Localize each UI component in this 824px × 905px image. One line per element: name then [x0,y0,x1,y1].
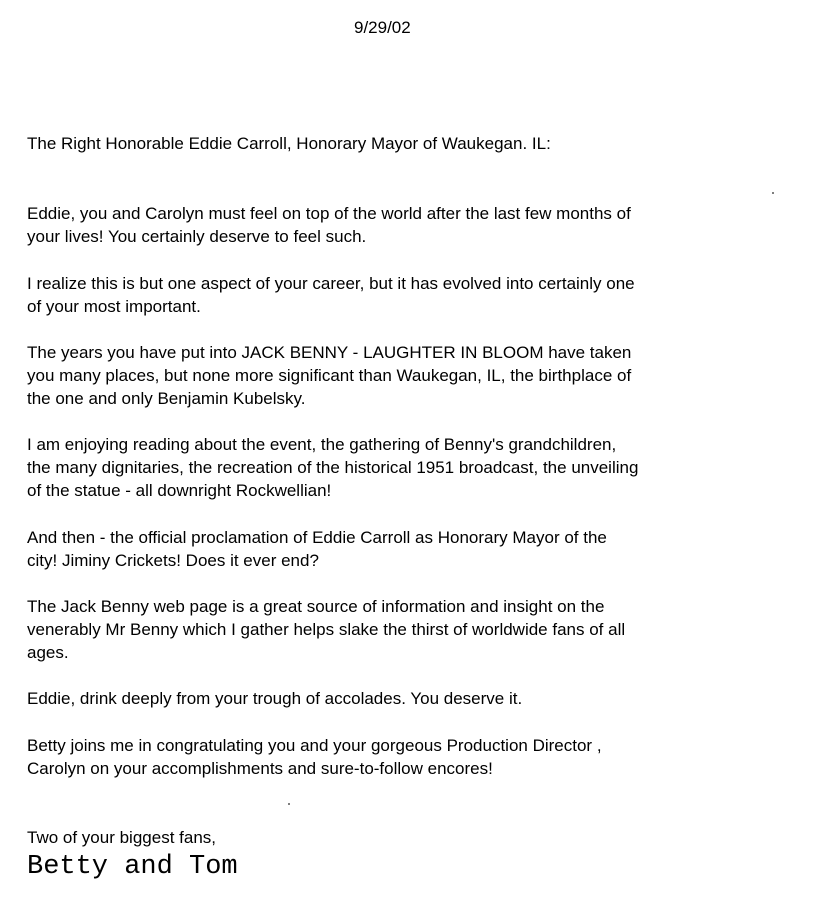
paragraph-line: The years you have put into JACK BENNY - LAUGHTER IN BLOOM have taken [27,343,632,362]
paragraph-line: of your most important. [27,297,201,316]
paragraph-line: The Jack Benny web page is a great source of information and insight on the [27,597,605,616]
salutation: The Right Honorable Eddie Carroll, Honorary Mayor of Waukegan. IL: [27,134,551,153]
paragraph-4 [27,433,772,502]
scan-speck [288,803,290,805]
paragraph-line: I am enjoying reading about the event, the gathering of Benny's grandchildren, [27,435,617,454]
paragraph-line: Carolyn on your accomplishments and sure-to-follow encores! [27,759,493,778]
paragraph-8 [27,734,772,780]
paragraph-line: your lives! You certainly deserve to feel such. [27,227,367,246]
paragraph-3 [27,341,772,410]
closing: Two of your biggest fans, [27,828,216,847]
paragraph-line: Eddie, you and Carolyn must feel on top of the world after the last few months of [27,204,631,223]
paragraph-line: of the statue - all downright Rockwellian! [27,481,332,500]
paragraph-line: city! Jiminy Crickets! Does it ever end? [27,551,319,570]
letter-date: 9/29/02 [354,18,411,37]
paragraph-line: the many dignitaries, the recreation of the historical 1951 broadcast, the unveiling [27,458,639,477]
paragraph-7 [27,687,772,710]
scan-speck [772,192,774,194]
paragraph-2 [27,272,772,318]
paragraph-line: And then - the official proclamation of Eddie Carroll as Honorary Mayor of the [27,528,607,547]
paragraph-line: Betty joins me in congratulating you and your gorgeous Production Director , [27,736,602,755]
paragraph-line: the one and only Benjamin Kubelsky. [27,389,306,408]
paragraph-5 [27,526,772,572]
paragraph-line: venerably Mr Benny which I gather helps slake the thirst of worldwide fans of all [27,620,626,639]
signature: Betty and Tom [27,852,238,882]
paragraph-6 [27,595,772,664]
paragraph-line: I realize this is but one aspect of your career, but it has evolved into certainly one [27,274,635,293]
paragraph-1 [27,202,772,248]
paragraph-line: Eddie, drink deeply from your trough of accolades. You deserve it. [27,689,523,708]
paragraph-line: ages. [27,643,69,662]
paragraph-line: you many places, but none more significant than Waukegan, IL, the birthplace of [27,366,632,385]
